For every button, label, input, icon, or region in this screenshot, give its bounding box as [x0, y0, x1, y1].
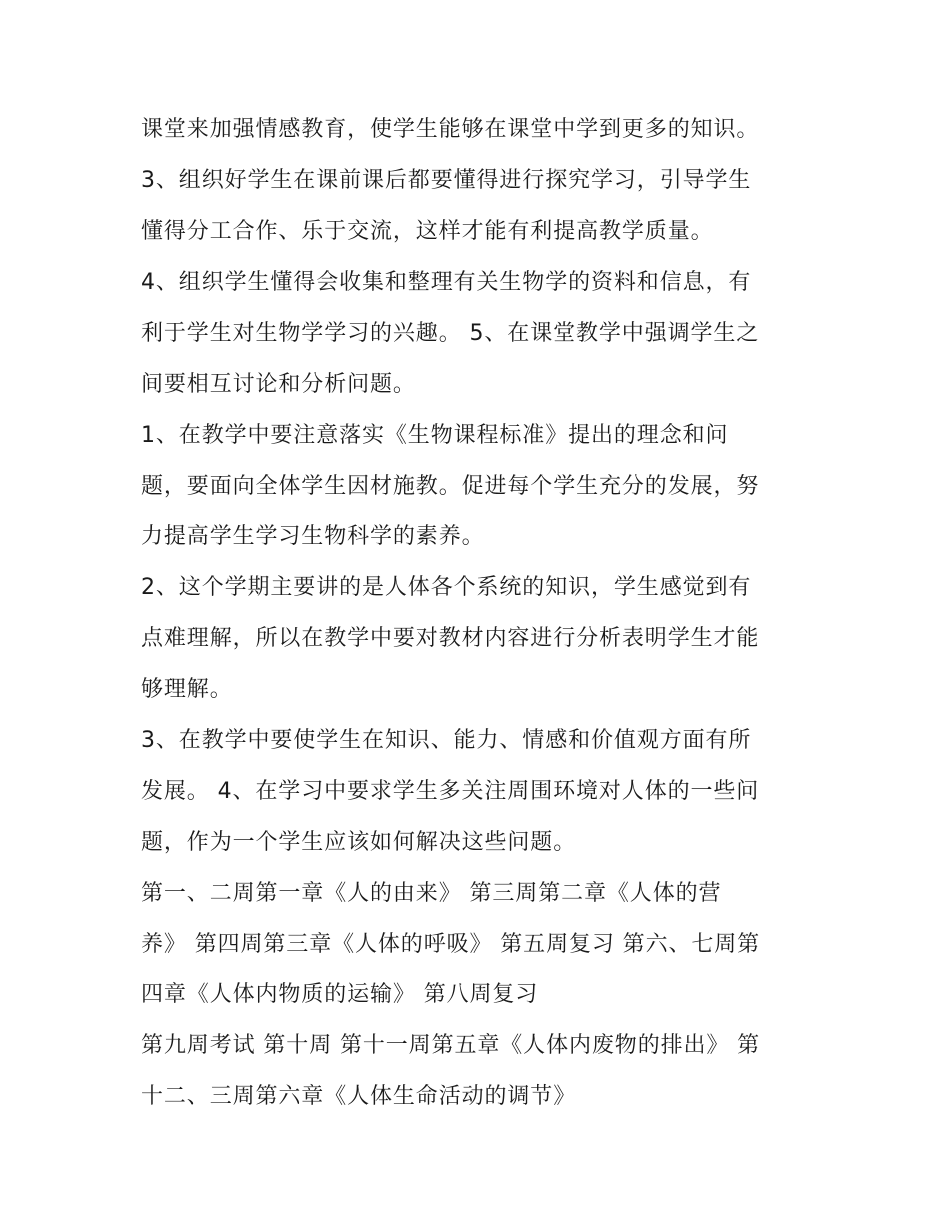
text-line: 第一、二周第一章《人的由来》 第三周第二章《人体的营	[141, 881, 722, 906]
text-line: 2、这个学期主要讲的是人体各个系统的知识，学生感觉到有	[141, 575, 752, 600]
text-line: 十二、三周第六章《人体生命活动的调节》	[141, 1084, 577, 1109]
text-line: 第九周考试 第十周 第十一周第五章《人体内废物的排出》 第	[141, 1033, 761, 1058]
text-line: 题，作为一个学生应该如何解决这些问题。	[141, 830, 577, 855]
text-line: 发展。 4、在学习中要求学生多关注周围环境对人体的一些问	[141, 779, 760, 804]
text-line: 3、组织好学生在课前课后都要懂得进行探究学习，引导学生	[141, 168, 752, 193]
text-line: 利于学生对生物学学习的兴趣。 5、在课堂教学中强调学生之	[141, 321, 760, 346]
text-line: 间要相互讨论和分析问题。	[141, 372, 416, 397]
text-line: 题，要面向全体学生因材施教。促进每个学生充分的发展，努	[141, 474, 760, 499]
text-line: 3、在教学中要使学生在知识、能力、情感和价值观方面有所	[141, 728, 752, 753]
text-line: 4、组织学生懂得会收集和整理有关生物学的资料和信息，有	[141, 270, 752, 295]
text-line: 养》 第四周第三章《人体的呼吸》 第五周复习 第六、七周第	[141, 932, 761, 957]
text-line: 四章《人体内物质的运输》 第八周复习	[141, 982, 539, 1007]
text-line: 点难理解，所以在教学中要对教材内容进行分析表明学生才能	[141, 626, 760, 651]
text-line: 力提高学生学习生物科学的素养。	[141, 524, 485, 549]
text-line: 1、在教学中要注意落实《生物课程标准》提出的理念和问	[141, 423, 729, 448]
text-line: 懂得分工合作、乐于交流，这样才能有利提高教学质量。	[141, 219, 714, 244]
text-line: 课堂来加强情感教育，使学生能够在课堂中学到更多的知识。	[141, 117, 760, 142]
text-line: 够理解。	[141, 677, 233, 702]
